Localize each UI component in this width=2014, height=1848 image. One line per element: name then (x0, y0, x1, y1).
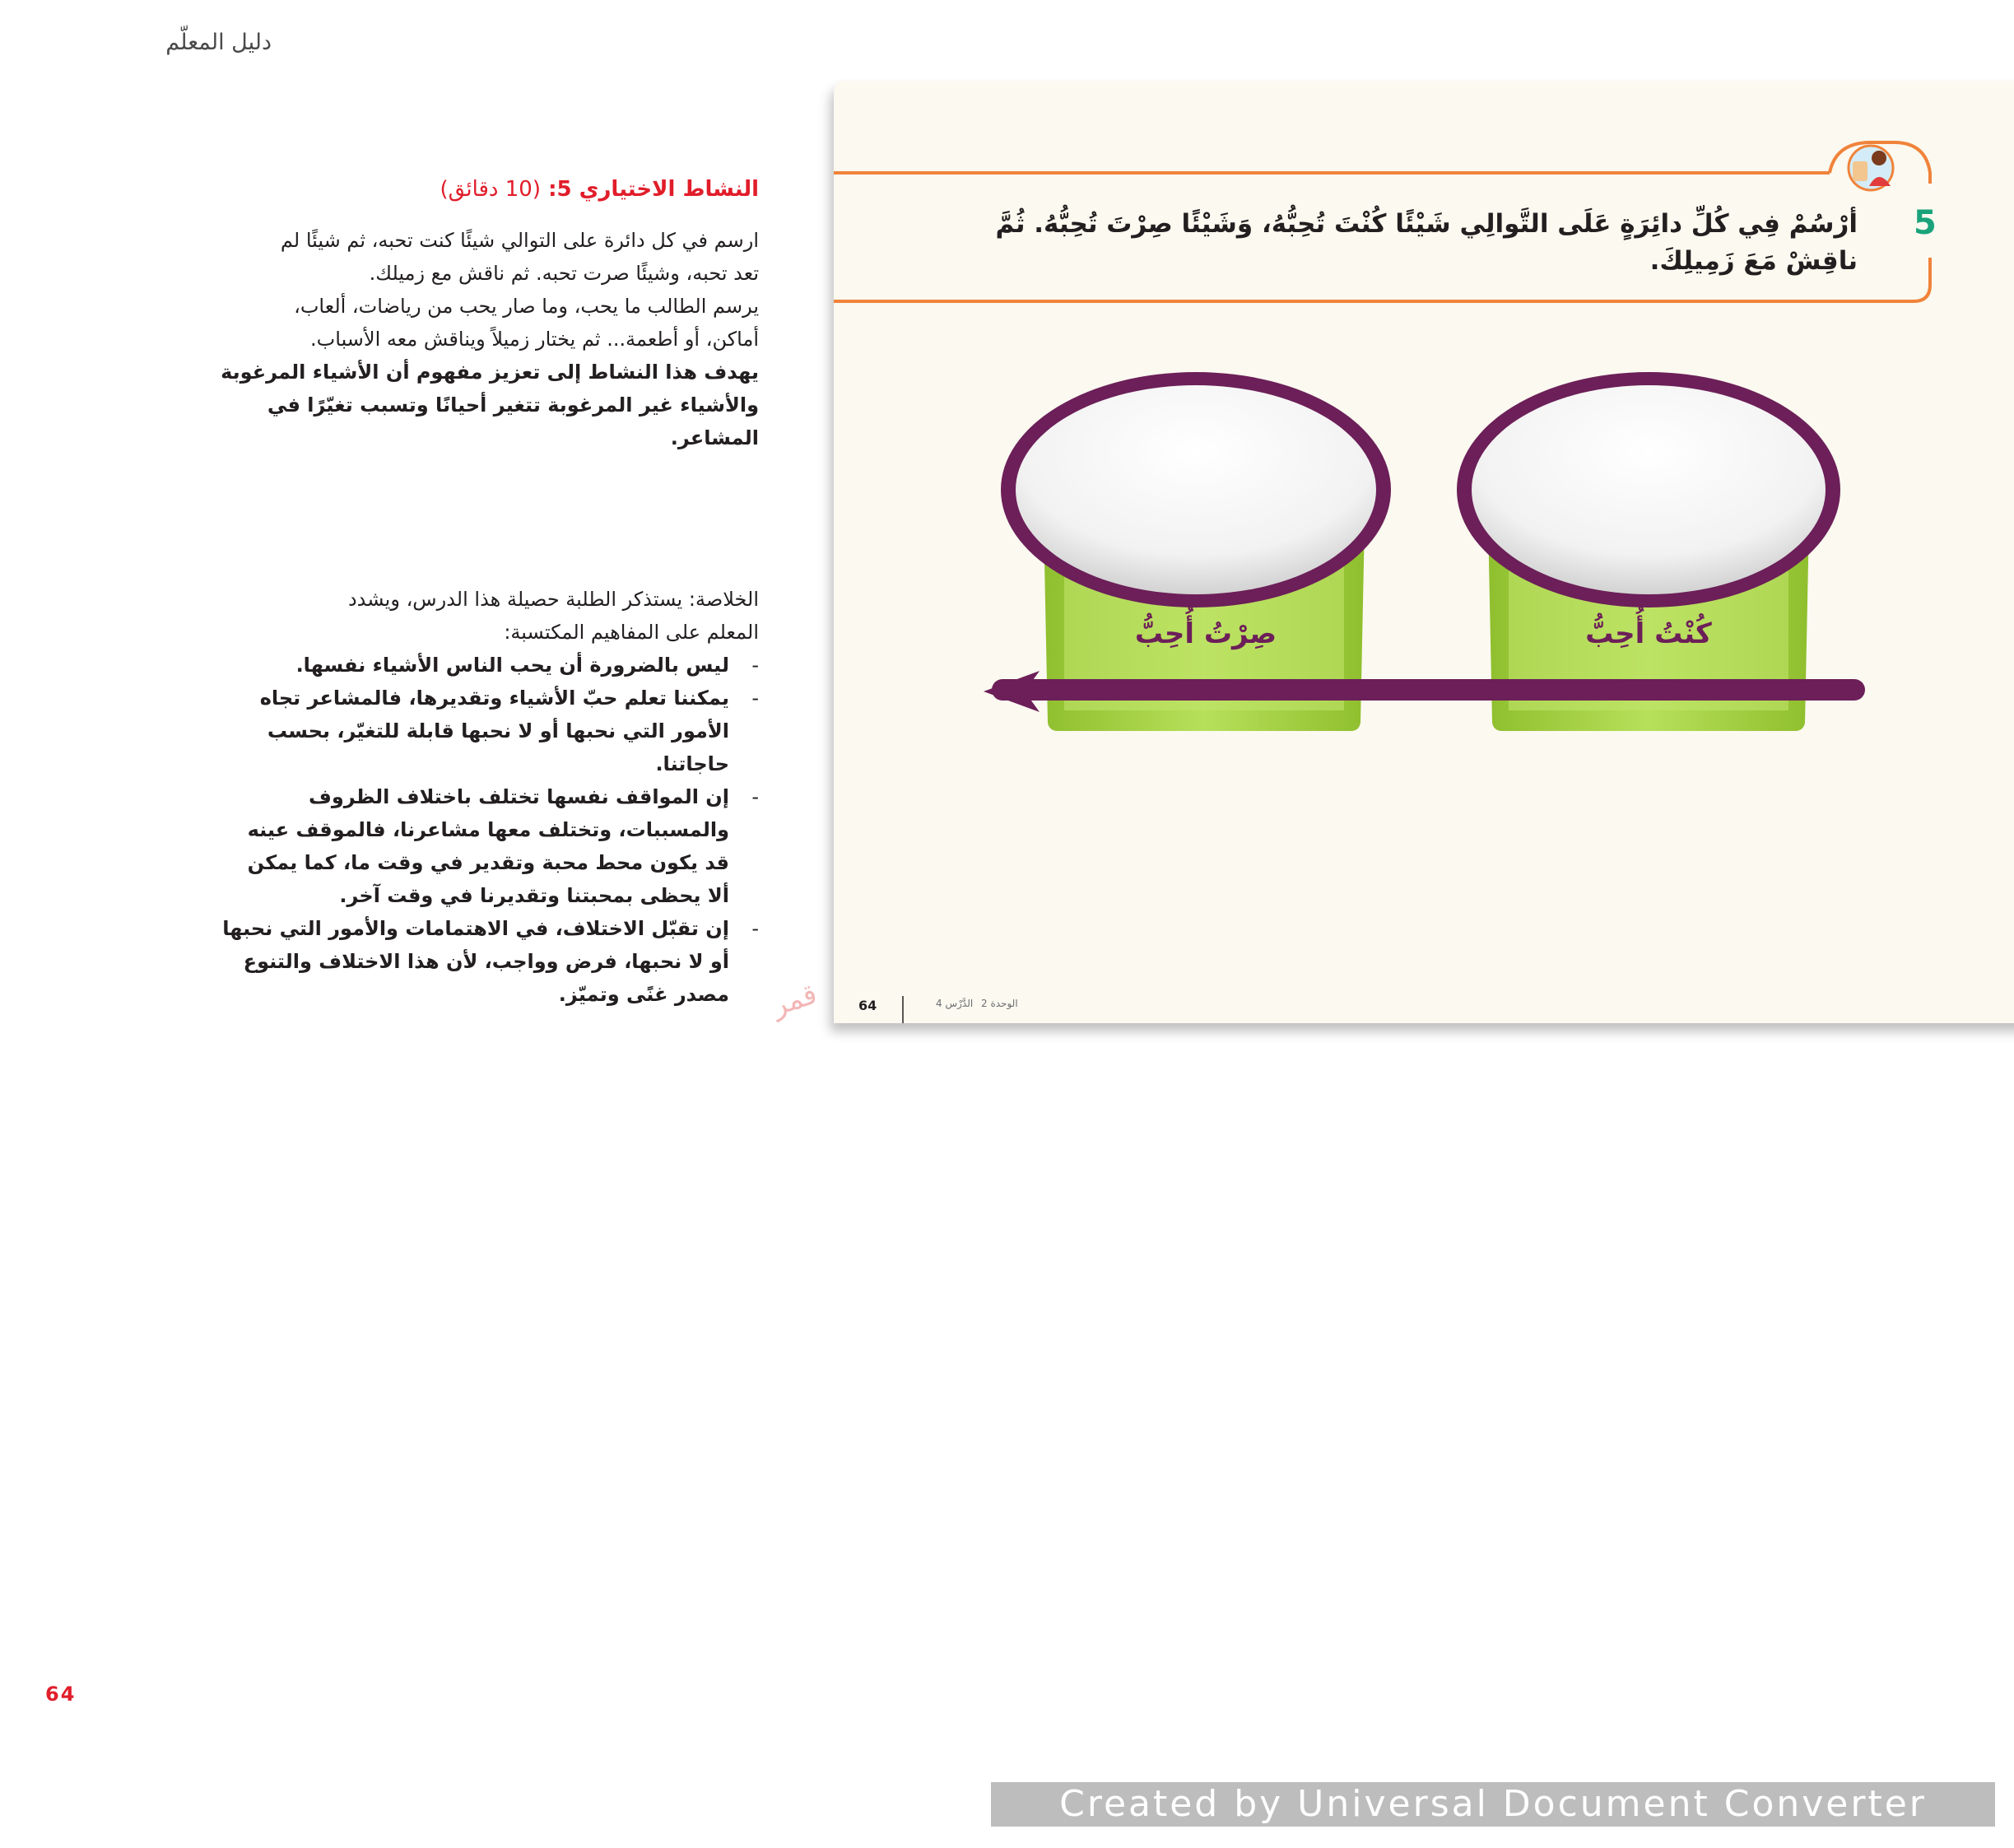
book-footer (931, 998, 1018, 1009)
task-number: 5 (1914, 204, 1937, 242)
bullet-line: ألا يحظى بمحبتنا وتقديرنا في وقت آخر. (339, 884, 729, 907)
students-icon (1849, 146, 1893, 190)
label-used-to-like: كُنْتُ أُحِبُّ (1585, 617, 1712, 650)
circle-frame-right (1457, 372, 1840, 731)
bullet-line: أو لا نحبها، فرض وواجب، لأن هذا الاختلاف والتنوع (243, 950, 729, 973)
bullet-line: الأمور التي نحبها أو لا نحبها قابلة للتغيّر، بحسب (267, 719, 729, 742)
summary-bullets (125, 649, 759, 1011)
goal-line: المشاعر. (670, 426, 759, 449)
header-title: دليل المعلّم (165, 30, 272, 55)
summary-section (125, 583, 759, 1011)
activity-title (125, 173, 759, 206)
intro-line: تعد تحبه، وشيئًا صرت تحبه. ثم ناقش مع زميلك. (369, 262, 759, 285)
label-now-like: صِرْتُ أُحِبُّ (1134, 617, 1277, 650)
bullet-line: والمسببات، وتختلف معها مشاعرنا، فالموقف عينه (247, 818, 729, 841)
bullet-line: قد يكون محط محبة وتقدير في وقت ما، كما يمكن (247, 851, 729, 874)
watermark: Created by Universal Document Converter (991, 1782, 1995, 1827)
bullet-line: إن المواقف نفسها تختلف باختلاف الظروف (309, 785, 729, 808)
bullet-line: حاجاتنا. (655, 752, 729, 775)
summary-bullet (125, 912, 759, 1011)
bullet-line: إن تقبّل الاختلاف، في الاهتمامات والأمور التي نحبها (222, 917, 729, 940)
library-stamp: قمر (768, 977, 821, 1023)
task-line: أرْسُمْ فِي كُلِّ دائِرَةٍ عَلَى التَّوالِي شَيْئًا كُنْتَ تُحِبُّهُ، وَشَيْئًا صِرْتَ تُحِبُّهُ. ثُمَّ (995, 209, 1858, 239)
bullet-marker: - (751, 687, 759, 710)
activity-title-label: النشاط الاختياري 5: (548, 177, 759, 202)
summary-line: الخلاصة: يستذكر الطلبة حصيلة هذا الدرس، ويشدد (347, 588, 759, 611)
bullet-marker: - (751, 917, 759, 940)
goal-line: والأشياء غير المرغوبة تتغير أحيانًا وتسبب تغيّرًا في (267, 393, 759, 417)
bullet-line: ليس بالضرورة أن يحب الناس الأشياء نفسها. (295, 654, 729, 677)
book-page-number: 64 (858, 998, 877, 1013)
footer-unit: الوحدة 2 (981, 998, 1018, 1009)
intro-line: يرسم الطالب ما يحب، وما صار يحب من رياضات، ألعاب، (294, 295, 759, 318)
summary-bullet (125, 780, 759, 912)
task-instructions (928, 206, 1858, 280)
intro-line: ارسم في كل دائرة على التوالي شيئًا كنت تحبه، ثم شيئًا لم (280, 229, 759, 252)
bullet-marker: - (751, 785, 759, 808)
page-number: 64 (45, 1683, 77, 1706)
bullet-line: يمكننا تعلم حبّ الأشياء وتقديرها، فالمشاعر تجاه (259, 687, 729, 710)
task-line: ناقِشْ مَعَ زَمِيلِكَ. (1649, 246, 1858, 276)
intro-line: أماكن، أو أطعمة... ثم يختار زميلاً ويناقش معه الأسباب. (310, 328, 759, 351)
bullet-marker: - (751, 654, 759, 677)
bullet-line: مصدر غنًى وتميّز. (558, 983, 729, 1006)
summary-bullet (125, 649, 759, 682)
circle-frame-left (1001, 372, 1391, 731)
summary-bullet (125, 682, 759, 780)
goal-line: يهدف هذا النشاط إلى تعزيز مفهوم أن الأشياء المرغوبة (221, 361, 759, 384)
summary-line: المعلم على المفاهيم المكتسبة: (504, 621, 759, 644)
activity-duration: (10 دقائق) (440, 177, 542, 202)
footer-lesson: الدَّرْس 4 (936, 998, 974, 1009)
activity-description (125, 224, 759, 454)
